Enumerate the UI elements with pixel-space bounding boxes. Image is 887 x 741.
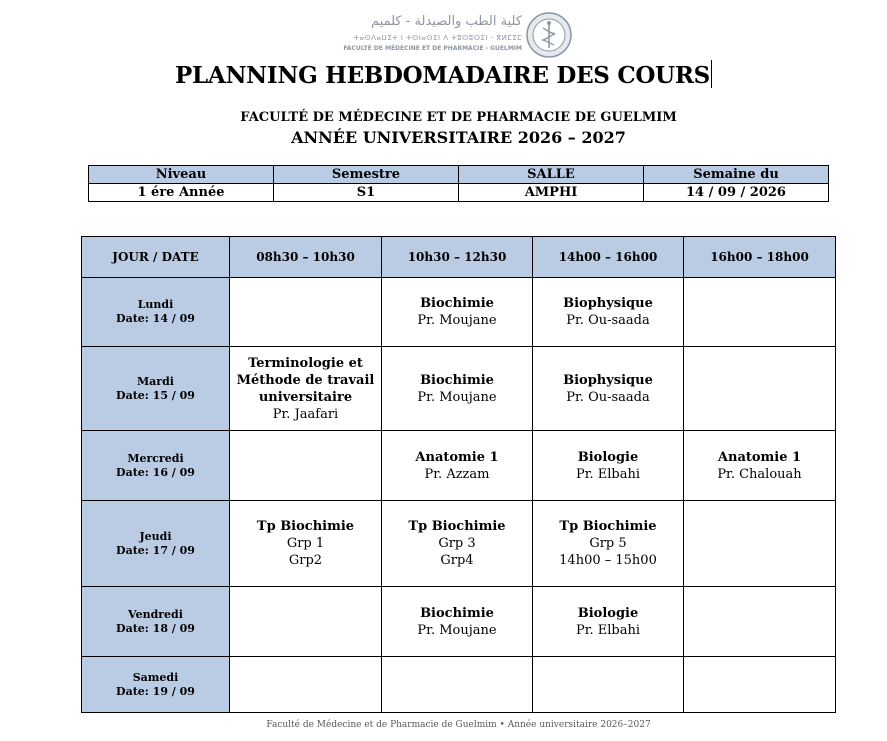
- course-detail: Pr. Azzam: [424, 466, 490, 482]
- schedule-row: [82, 347, 836, 431]
- course-detail: Grp 1: [286, 536, 325, 551]
- course-cell: [533, 587, 684, 657]
- header-slot-4: 16h00 – 18h00: [684, 237, 836, 278]
- day-date: Date: 19 / 09: [116, 684, 195, 698]
- course-cell: [533, 278, 684, 347]
- page-title: PLANNING HEBDOMADAIRE DES COURS: [175, 62, 710, 89]
- course-name: Tp Biochimie: [408, 519, 506, 534]
- header-slot-2: 10h30 – 12h30: [382, 237, 533, 278]
- info-value-niveau: 1 ére Année: [89, 184, 274, 202]
- course-cell: [684, 278, 836, 347]
- course-cell: [533, 657, 684, 713]
- course-name: Anatomie 1: [717, 449, 802, 465]
- course-cell: [230, 278, 382, 347]
- course-name: Biochimie: [420, 296, 494, 311]
- header-day-date: JOUR / DATE: [82, 237, 230, 278]
- course-detail: Grp4: [440, 553, 474, 568]
- day-name: Mercredi: [127, 451, 184, 465]
- course-name: Biochimie: [420, 605, 494, 621]
- course-detail: Pr. Moujane: [417, 622, 497, 638]
- course-cell: [382, 347, 533, 431]
- day-date: Date: 17 / 09: [116, 543, 195, 557]
- faculty-seal-icon: [526, 12, 572, 58]
- info-value-semaine: 14 / 09 / 2026: [644, 184, 829, 202]
- schedule-header-row: [82, 237, 836, 278]
- course-detail: Grp 3: [438, 536, 476, 551]
- logo-french-text: FACULTÉ DE MÉDECINE ET DE PHARMACIE - GUELMIM: [343, 45, 522, 52]
- day-cell: [82, 431, 230, 501]
- course-detail: Pr. Elbahi: [575, 622, 641, 638]
- course-detail: Pr. Moujane: [417, 389, 497, 405]
- course-cell: [230, 347, 382, 431]
- day-date: Date: 18 / 09: [116, 621, 195, 635]
- day-cell: [82, 657, 230, 713]
- course-name: Tp Biochimie: [256, 519, 355, 534]
- info-header-salle: SALLE: [459, 166, 644, 184]
- day-date: Date: 14 / 09: [116, 312, 195, 325]
- course-cell: [382, 657, 533, 713]
- course-cell: [382, 587, 533, 657]
- info-header-semaine: Semaine du: [644, 166, 829, 184]
- info-value-semestre: S1: [274, 184, 459, 202]
- course-detail: Pr. Jaafari: [272, 406, 339, 422]
- header-slot-3: 14h00 – 16h00: [533, 237, 684, 278]
- header-slot-1: 08h30 – 10h30: [230, 237, 382, 278]
- info-value-salle: AMPHI: [459, 184, 644, 202]
- day-cell: [82, 587, 230, 657]
- info-value-row: [89, 184, 829, 202]
- course-detail: Pr. Ou-saada: [566, 389, 650, 405]
- course-detail: Grp 5: [589, 536, 627, 551]
- course-detail: 14h00 – 15h00: [559, 553, 657, 568]
- faculty-name: FACULTÉ DE MÉDECINE ET DE PHARMACIE DE GUELMIM: [240, 110, 677, 125]
- day-cell: [82, 501, 230, 587]
- schedule-row: [82, 431, 836, 501]
- course-cell: [684, 587, 836, 657]
- day-cell: [82, 347, 230, 431]
- academic-year: ANNÉE UNIVERSITAIRE 2026 – 2027: [291, 128, 626, 147]
- info-header-semestre: Semestre: [274, 166, 459, 184]
- page-footer: Faculté de Médecine et de Pharmacie de Guelmim • Année universitaire 2026–2027: [266, 720, 651, 730]
- course-cell: [684, 431, 836, 501]
- course-detail: Pr. Ou-saada: [566, 313, 650, 328]
- course-name: Biologie: [577, 449, 639, 465]
- course-detail: Pr. Elbahi: [575, 466, 641, 482]
- day-name: Samedi: [132, 670, 179, 684]
- course-cell: [533, 431, 684, 501]
- course-cell: [382, 278, 533, 347]
- schedule-row: [82, 278, 836, 347]
- course-name: Tp Biochimie: [559, 519, 657, 534]
- course-cell: [230, 501, 382, 587]
- info-header-row: [89, 166, 829, 184]
- course-detail: Pr. Chalouah: [717, 466, 802, 482]
- course-cell: [382, 501, 533, 587]
- day-cell: [82, 278, 230, 347]
- course-name: Biologie: [577, 605, 639, 621]
- info-header-niveau: Niveau: [89, 166, 274, 184]
- course-cell: [230, 657, 382, 713]
- course-detail: Grp2: [288, 553, 323, 568]
- schedule-row: [82, 501, 836, 587]
- faculty-logo: [344, 12, 572, 58]
- course-name: Terminologie et Méthode de travail universitaire: [236, 355, 375, 405]
- course-name: Biochimie: [420, 372, 494, 388]
- schedule-row: [82, 587, 836, 657]
- day-name: Vendredi: [128, 607, 183, 621]
- course-cell: [230, 587, 382, 657]
- day-name: Mardi: [137, 374, 174, 388]
- schedule-table: [81, 236, 836, 713]
- day-name: Jeudi: [139, 529, 172, 543]
- course-cell: [533, 501, 684, 587]
- schedule-row: [82, 657, 836, 713]
- logo-arabic-text: كلية الطب والصيدلة - كلميم: [371, 14, 522, 29]
- course-cell: [382, 431, 533, 501]
- course-name: Biophysique: [563, 372, 653, 388]
- day-name: Lundi: [137, 298, 174, 311]
- course-name: Anatomie 1: [415, 449, 499, 465]
- course-cell: [230, 431, 382, 501]
- course-cell: [684, 501, 836, 587]
- course-cell: [533, 347, 684, 431]
- course-cell: [684, 347, 836, 431]
- logo-tifinagh-text: ⵜⴰⵙⴷⴰⵡⵉⵜ ⵏ ⵜⵙⵏⴰⵙⵉⵏ ⴷ ⵜⵓⵙⵓⵔⵉⵏ - ⴳⵍⵎⵉⵎ: [353, 34, 522, 42]
- day-date: Date: 16 / 09: [116, 465, 195, 479]
- course-name: Biophysique: [563, 296, 653, 311]
- text-cursor: [711, 60, 712, 88]
- day-date: Date: 15 / 09: [116, 388, 195, 402]
- course-detail: Pr. Moujane: [417, 313, 497, 328]
- course-cell: [684, 657, 836, 713]
- info-table: [88, 165, 829, 202]
